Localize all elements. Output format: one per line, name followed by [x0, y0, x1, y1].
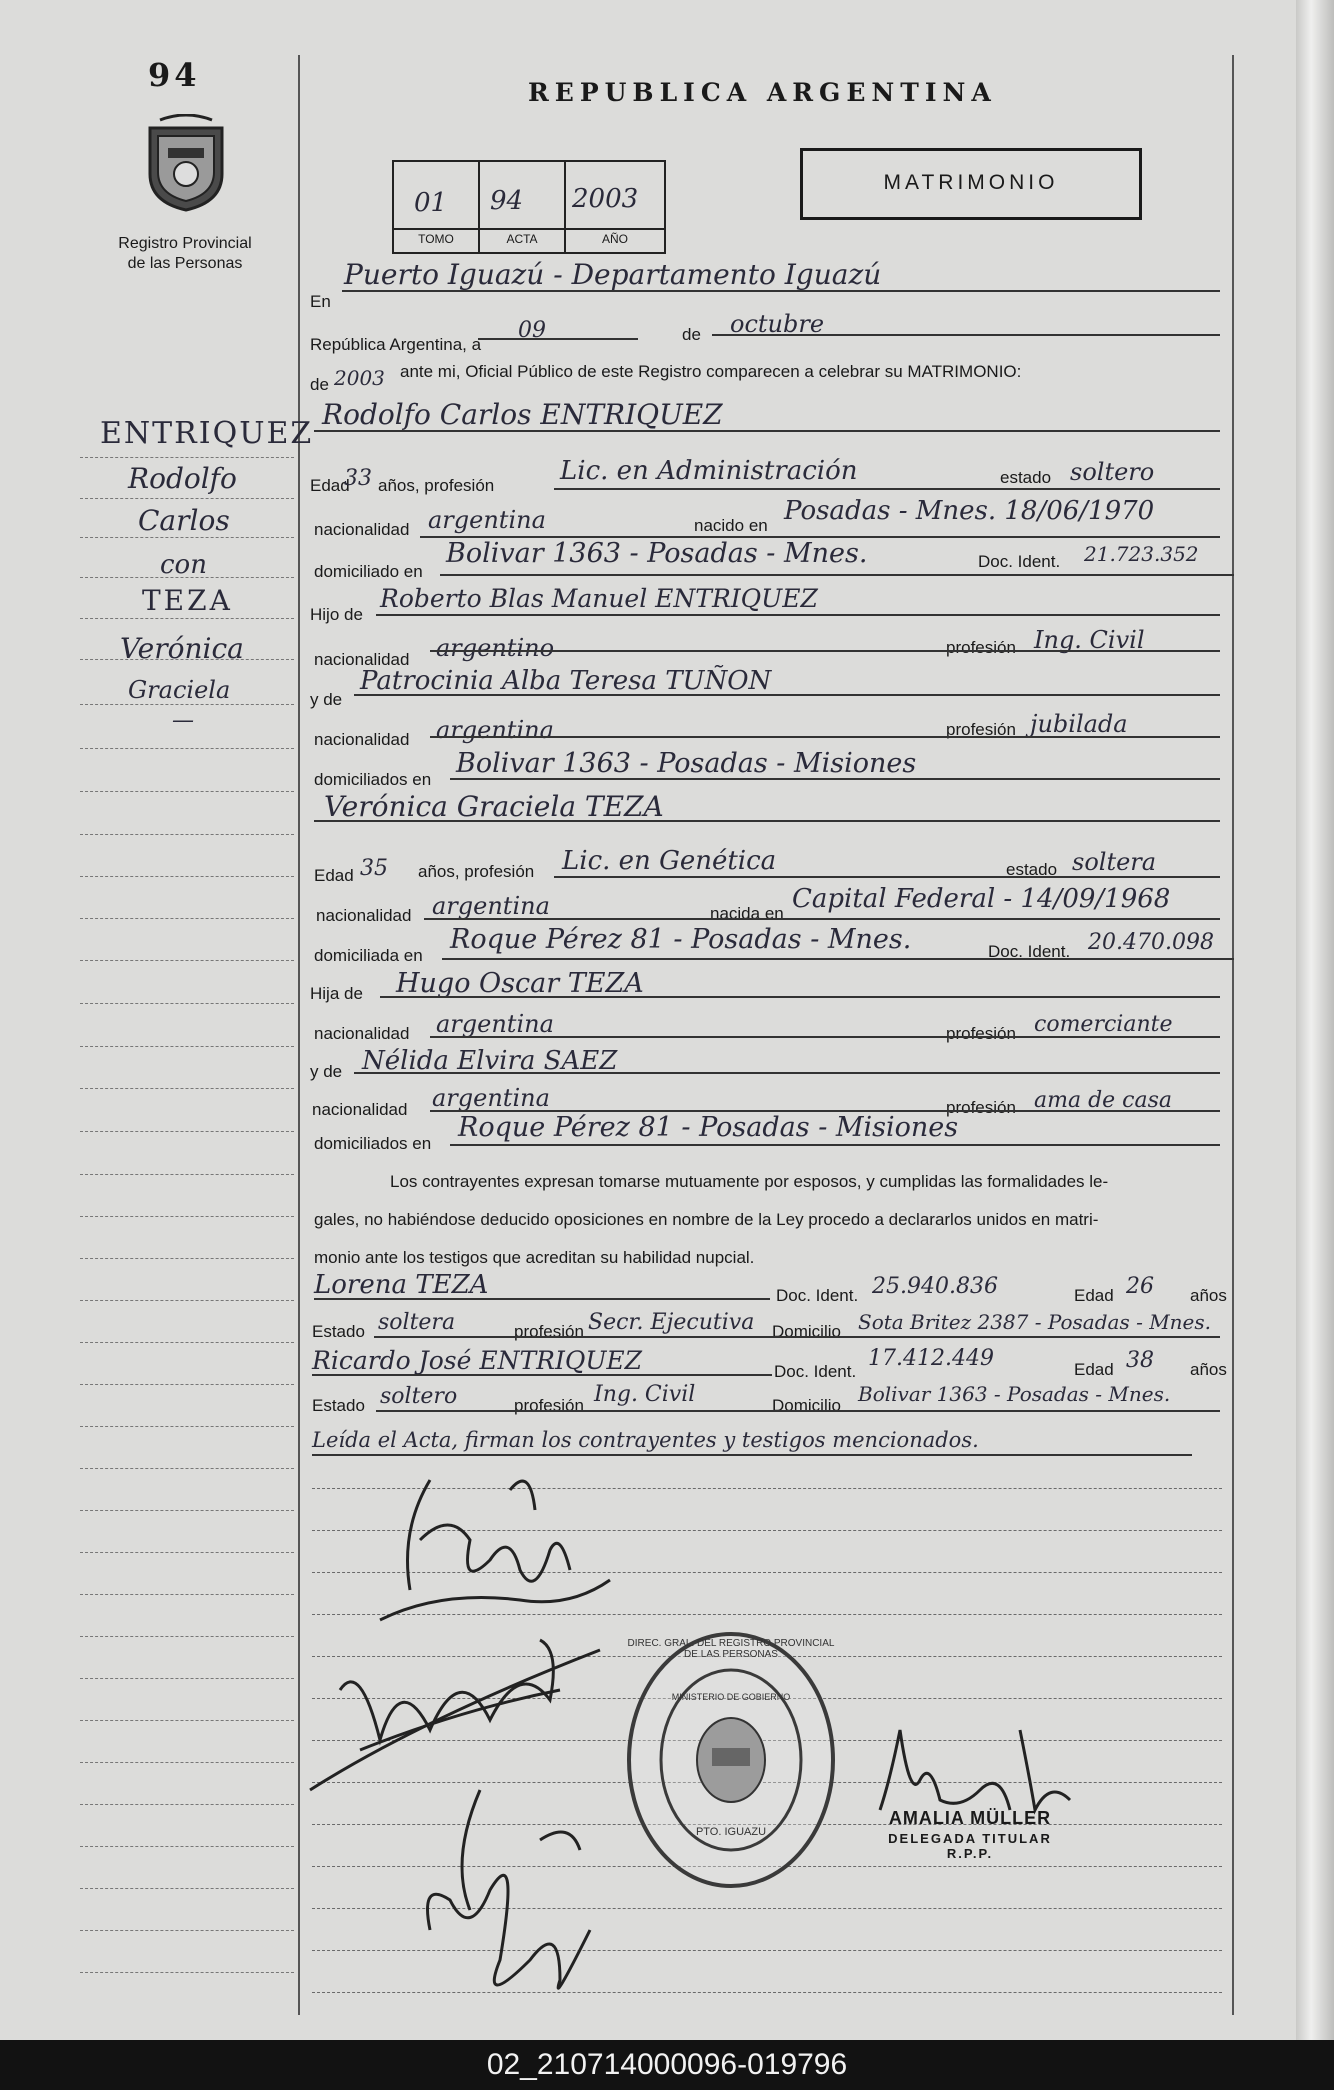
bride-father-profession: comerciante	[1034, 1012, 1173, 1037]
witness2-doc: 17.412.449	[868, 1346, 994, 1371]
margin-note-surname: ENTRIQUEZ	[100, 416, 314, 451]
bride-nationality: argentina	[432, 892, 550, 920]
label-w2-dom: Domicilio	[772, 1396, 841, 1415]
groom-mother-nationality: argentina	[436, 716, 554, 744]
witness2-name: Ricardo José ENTRIQUEZ	[312, 1346, 643, 1375]
label-gm-yde: y de	[310, 690, 343, 709]
label-bride-dom: domiciliada en	[314, 946, 423, 965]
bride-father: Hugo Oscar TEZA	[396, 968, 644, 999]
margin-note-second-name: Carlos	[138, 504, 230, 537]
groom-nationality: argentina	[428, 506, 546, 534]
registry-label	[100, 234, 270, 274]
groom-parents-address: Bolivar 1363 - Posadas - Misiones	[456, 748, 917, 779]
groom-mother: Patrocinia Alba Teresa TUÑON	[360, 666, 772, 696]
witness1-status: soltera	[378, 1310, 456, 1335]
stamp-bottom-text: PTO. IGUAZU	[695, 1826, 767, 1838]
declaration-line-2: gales, no habiéndose deducido oposiciones en nombre de la Ley procedo a declararlos unidos en matri-	[314, 1210, 1099, 1229]
margin-note-bride-second: Graciela	[128, 676, 231, 704]
ceremony-day: 09	[518, 318, 546, 343]
official-title: DELEGADA TITULAR	[888, 1831, 1052, 1846]
bride-doc: 20.470.098	[1088, 930, 1214, 955]
bride-profession: Lic. en Genética	[562, 846, 777, 876]
stamp-inner-text: MINISTERIO DE GOBIERNO	[671, 1692, 791, 1702]
label-en: En	[310, 292, 331, 311]
bride-mother: Nélida Elvira SAEZ	[362, 1046, 618, 1076]
label-bride-nac: nacionalidad	[316, 906, 412, 925]
witness2-profession: Ing. Civil	[594, 1382, 696, 1407]
bride-age: 35	[360, 856, 388, 881]
act-type: MATRIMONIO	[883, 171, 1059, 194]
label-groom-estado: estado	[1000, 468, 1052, 487]
witness2-status: soltero	[380, 1384, 458, 1409]
groom-birth: Posadas - Mnes. 18/06/1970	[784, 496, 1155, 526]
label-bride-estado: estado	[1006, 860, 1058, 879]
groom-father: Roberto Blas Manuel ENTRIQUEZ	[380, 584, 818, 613]
margin-note-bride-first: Verónica	[120, 632, 244, 665]
label-groom-edad: Edad	[310, 476, 350, 495]
label-w2-doc: Doc. Ident.	[774, 1362, 857, 1381]
label-gf-prof: profesión	[946, 638, 1016, 657]
groom-father-profession: Ing. Civil	[1034, 626, 1145, 654]
witness1-doc: 25.940.836	[872, 1274, 998, 1299]
acta-value: 94	[490, 186, 524, 216]
label-bm-yde: y de	[310, 1062, 343, 1081]
margin-note-con: con	[160, 550, 207, 580]
margin-note-first-name: Rodolfo	[128, 462, 237, 495]
tomo-label: TOMO	[418, 232, 454, 246]
signature-3	[390, 1780, 620, 2020]
label-gm-nac: nacionalidad	[314, 730, 410, 749]
label-bm-nac: nacionalidad	[312, 1100, 408, 1119]
witness1-name: Lorena TEZA	[314, 1270, 489, 1300]
registry-line-2: de las Personas	[127, 255, 243, 272]
province-seal-icon	[140, 114, 232, 214]
margin-note-bride-surname: TEZA	[142, 584, 233, 617]
label-groom-doc: Doc. Ident.	[978, 552, 1061, 571]
label-bm-prof: profesión	[946, 1098, 1016, 1117]
groom-mother-profession: jubilada	[1030, 710, 1128, 738]
label-bride-nacida: nacida en	[710, 904, 784, 923]
label-de-year: de	[310, 375, 329, 394]
scan-footer	[0, 2040, 1334, 2090]
anio-value: 2003	[572, 184, 639, 214]
label-w2-anios: años	[1190, 1360, 1227, 1379]
groom-profession: Lic. en Administración	[560, 456, 858, 486]
bride-mother-nationality: argentina	[432, 1084, 550, 1112]
appearance-text: ante mi, Oficial Público de este Registro comparecen a celebrar su MATRIMONIO:	[400, 362, 1022, 381]
label-w1-anios: años	[1190, 1286, 1227, 1305]
label-w1-dom: Domicilio	[772, 1322, 841, 1341]
bride-birth: Capital Federal - 14/09/1968	[792, 884, 1171, 914]
act-type-box	[800, 148, 1142, 220]
bride-mother-profession: ama de casa	[1034, 1088, 1173, 1113]
label-w1-edad: Edad	[1074, 1286, 1114, 1305]
right-border	[1232, 55, 1234, 2015]
label-w2-estado: Estado	[312, 1396, 365, 1415]
label-bf-prof: profesión	[946, 1024, 1016, 1043]
label-b-parents-dom: domiciliados en	[314, 1134, 432, 1153]
groom-father-nationality: argentino	[436, 634, 555, 662]
label-groom-dom: domiciliado en	[314, 562, 423, 581]
official-stamp	[860, 1808, 1080, 1861]
label-groom-anios-prof: años, profesión	[378, 476, 495, 495]
label-bride-edad: Edad	[314, 866, 354, 885]
label-bf-nac: nacionalidad	[314, 1024, 410, 1043]
acta-label: ACTA	[506, 232, 538, 246]
label-w2-edad: Edad	[1074, 1360, 1114, 1379]
ceremony-year: 2003	[334, 366, 385, 390]
label-g-parents-dom: domiciliados en	[314, 770, 432, 789]
groom-address: Bolivar 1363 - Posadas - Mnes.	[446, 538, 868, 569]
label-hija: Hija de	[310, 984, 363, 1003]
bride-father-nationality: argentina	[436, 1010, 554, 1038]
anio-label: AÑO	[601, 232, 628, 246]
label-w2-prof: profesión	[514, 1396, 584, 1415]
book-binding	[1296, 0, 1334, 2040]
witness1-address: Sota Britez 2387 - Posadas - Mnes.	[858, 1310, 1212, 1334]
label-gm-prof: profesión	[946, 720, 1016, 739]
bride-address: Roque Pérez 81 - Posadas - Mnes.	[450, 924, 912, 955]
bride-status: soltera	[1072, 848, 1157, 876]
label-groom-nac: nacionalidad	[314, 520, 410, 539]
label-w1-estado: Estado	[312, 1322, 365, 1341]
label-republica: República Argentina, a	[310, 335, 482, 354]
label-bride-doc: Doc. Ident.	[988, 942, 1071, 961]
country-title: REPUBLICA ARGENTINA	[528, 78, 997, 107]
label-w1-prof: profesión	[514, 1322, 584, 1341]
footer-code: 02_210714000096-019796	[486, 2048, 848, 2081]
ceremony-place: Puerto Iguazú - Departamento Iguazú	[344, 258, 882, 291]
official-name: AMALIA MÜLLER	[888, 1808, 1052, 1828]
closing-text: Leída el Acta, firman los contrayentes y testigos mencionados.	[312, 1428, 979, 1452]
witness1-profession: Secr. Ejecutiva	[588, 1310, 755, 1335]
folio-number: 94	[148, 56, 201, 94]
declaration-line-3: monio ante los testigos que acreditan su habilidad nupcial.	[314, 1248, 755, 1267]
stamp-outer-text: DIREC. GRAL. DEL REGISTRO PROVINCIAL DE LAS PERSONAS	[627, 1638, 835, 1660]
record-box	[392, 160, 666, 254]
witness2-age: 38	[1126, 1348, 1154, 1373]
declaration-line-1: Los contrayentes expresan tomarse mutuamente por esposos, y cumplidas las formalidades le-	[390, 1172, 1109, 1191]
tomo-value: 01	[414, 188, 448, 218]
label-groom-nacido: nacido en	[694, 516, 768, 535]
groom-status: soltero	[1070, 458, 1155, 486]
label-w1-doc: Doc. Ident.	[776, 1286, 859, 1305]
label-de-month: de	[682, 325, 701, 344]
groom-name: Rodolfo Carlos ENTRIQUEZ	[322, 398, 723, 431]
groom-age: 33	[344, 466, 372, 491]
bride-parents-address: Roque Pérez 81 - Posadas - Misiones	[458, 1112, 959, 1143]
official-office: R.P.P.	[946, 1846, 994, 1861]
witness1-age: 26	[1126, 1274, 1154, 1299]
label-bride-anios-prof: años, profesión	[418, 862, 535, 881]
groom-doc: 21.723.352	[1084, 542, 1199, 566]
margin-note-dash: —	[172, 708, 194, 733]
registry-line-1: Registro Provincial	[118, 235, 252, 252]
stamp-rings-icon	[626, 1630, 836, 1890]
ceremony-month: octubre	[730, 310, 825, 338]
label-hijo: Hijo de	[310, 605, 363, 624]
registry-stamp	[626, 1630, 836, 1890]
bride-name: Verónica Graciela TEZA	[324, 790, 664, 823]
label-gf-nac: nacionalidad	[314, 650, 410, 669]
witness2-address: Bolivar 1363 - Posadas - Mnes.	[858, 1382, 1171, 1406]
